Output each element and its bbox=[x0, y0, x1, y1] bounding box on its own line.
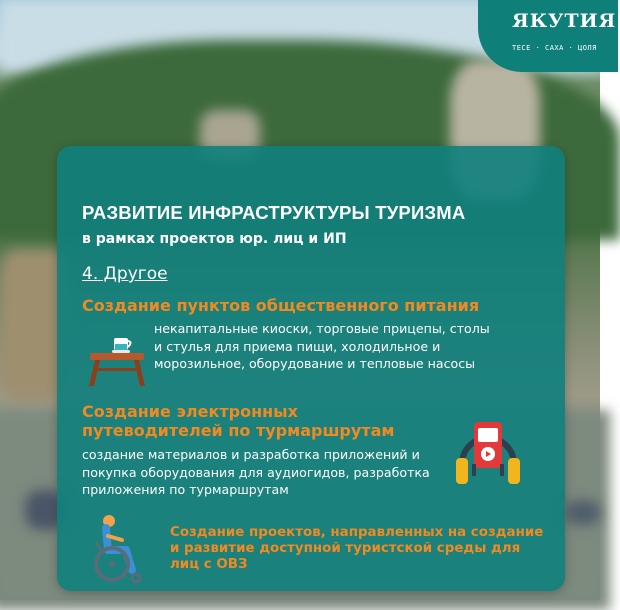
section-heading: 4. Другое bbox=[82, 264, 168, 284]
item-heading-accessibility: Создание проектов, направленных на создание и развитие доступной туристской среды для лиц с ОВЗ bbox=[170, 525, 544, 572]
item-description-guides: создание материалов и разработка приложений и покупка оборудования для аудиогидов, разработка приложения по турмаршрутам bbox=[82, 447, 430, 497]
boat-right bbox=[565, 500, 600, 525]
logo-subtitle: ТЕСЕ · САХА · ЦОЛЯ bbox=[512, 44, 597, 52]
logo-title: ЯКУТИЯ bbox=[512, 10, 617, 32]
wheelchair-icon bbox=[88, 512, 150, 586]
item-heading-catering: Создание пунктов общественного питания bbox=[82, 296, 480, 315]
card-subtitle: в рамках проектов юр. лиц и ИП bbox=[82, 231, 347, 247]
card-title: РАЗВИТИЕ ИНФРАСТРУКТУРЫ ТУРИЗМА bbox=[82, 202, 466, 223]
item-heading-guides: Создание электронных путеводителей по турмаршрутам bbox=[82, 402, 395, 440]
item-description-catering: некапитальные киоски, торговые прицепы, столы и стулья для приема пищи, холодильное и морозильное, оборудование и тепловые насосы bbox=[154, 321, 490, 371]
headphones-player-icon bbox=[452, 420, 524, 492]
table-cup-icon bbox=[86, 330, 148, 390]
